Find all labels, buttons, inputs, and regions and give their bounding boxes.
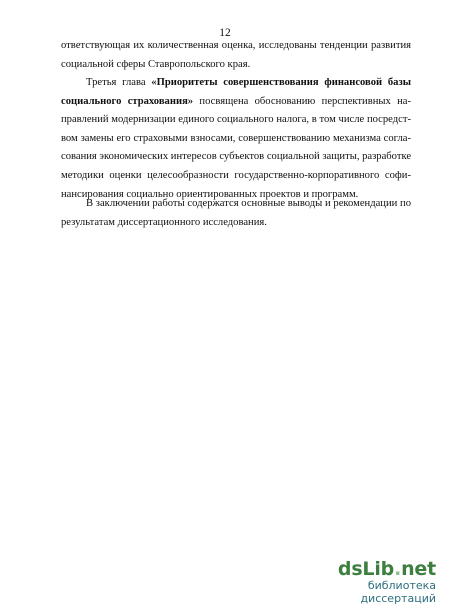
logo-separator: . xyxy=(394,558,402,580)
paragraph-line: вом замены его страховыми взносами, совершенствованию механизма согла- xyxy=(61,132,411,144)
chapter-title-part-2: социального страхования» xyxy=(61,95,194,107)
dslib-watermark xyxy=(306,559,436,605)
logo-text-part-1: dsLib xyxy=(337,558,395,580)
paragraph-line: правлений модернизации единого социального налога, в том числе посредст- xyxy=(61,114,411,126)
page-number: 12 xyxy=(219,27,231,39)
logo-text-part-2: net xyxy=(401,558,436,580)
paragraph-3 xyxy=(61,195,411,232)
watermark-subtitle: библиотека диссертаций xyxy=(360,579,436,605)
paragraph-line: нансирования социально ориентированных проектов и программ. xyxy=(61,188,359,200)
paragraph-line: сования экономических интересов субъектов социальной защиты, разработке xyxy=(61,151,412,163)
paragraph-text: посвящена обоснованию перспективных на- xyxy=(193,95,411,107)
paragraph-line xyxy=(61,74,411,93)
paragraph-line: методики оценки целесообразности государственно-корпоративного софи- xyxy=(61,169,411,181)
paragraph-line xyxy=(61,93,411,112)
dslib-logo xyxy=(306,559,436,579)
paragraph-1 xyxy=(61,37,411,74)
paragraph-line: ответствующая их количественная оценка, исследованы тенденции развития xyxy=(61,40,411,51)
chapter-title-part-1: «Приоритеты совершенствования финансовой базы xyxy=(151,77,411,88)
paragraph-line: В заключении работы содержатся основные выводы и рекомендации по xyxy=(86,198,411,209)
paragraph-line: результатам диссертационного исследования. xyxy=(61,216,267,228)
paragraph-2 xyxy=(61,74,411,204)
paragraph-line: социальной сферы Ставропольского края. xyxy=(61,58,251,70)
paragraph-text: Третья глава xyxy=(86,77,152,88)
